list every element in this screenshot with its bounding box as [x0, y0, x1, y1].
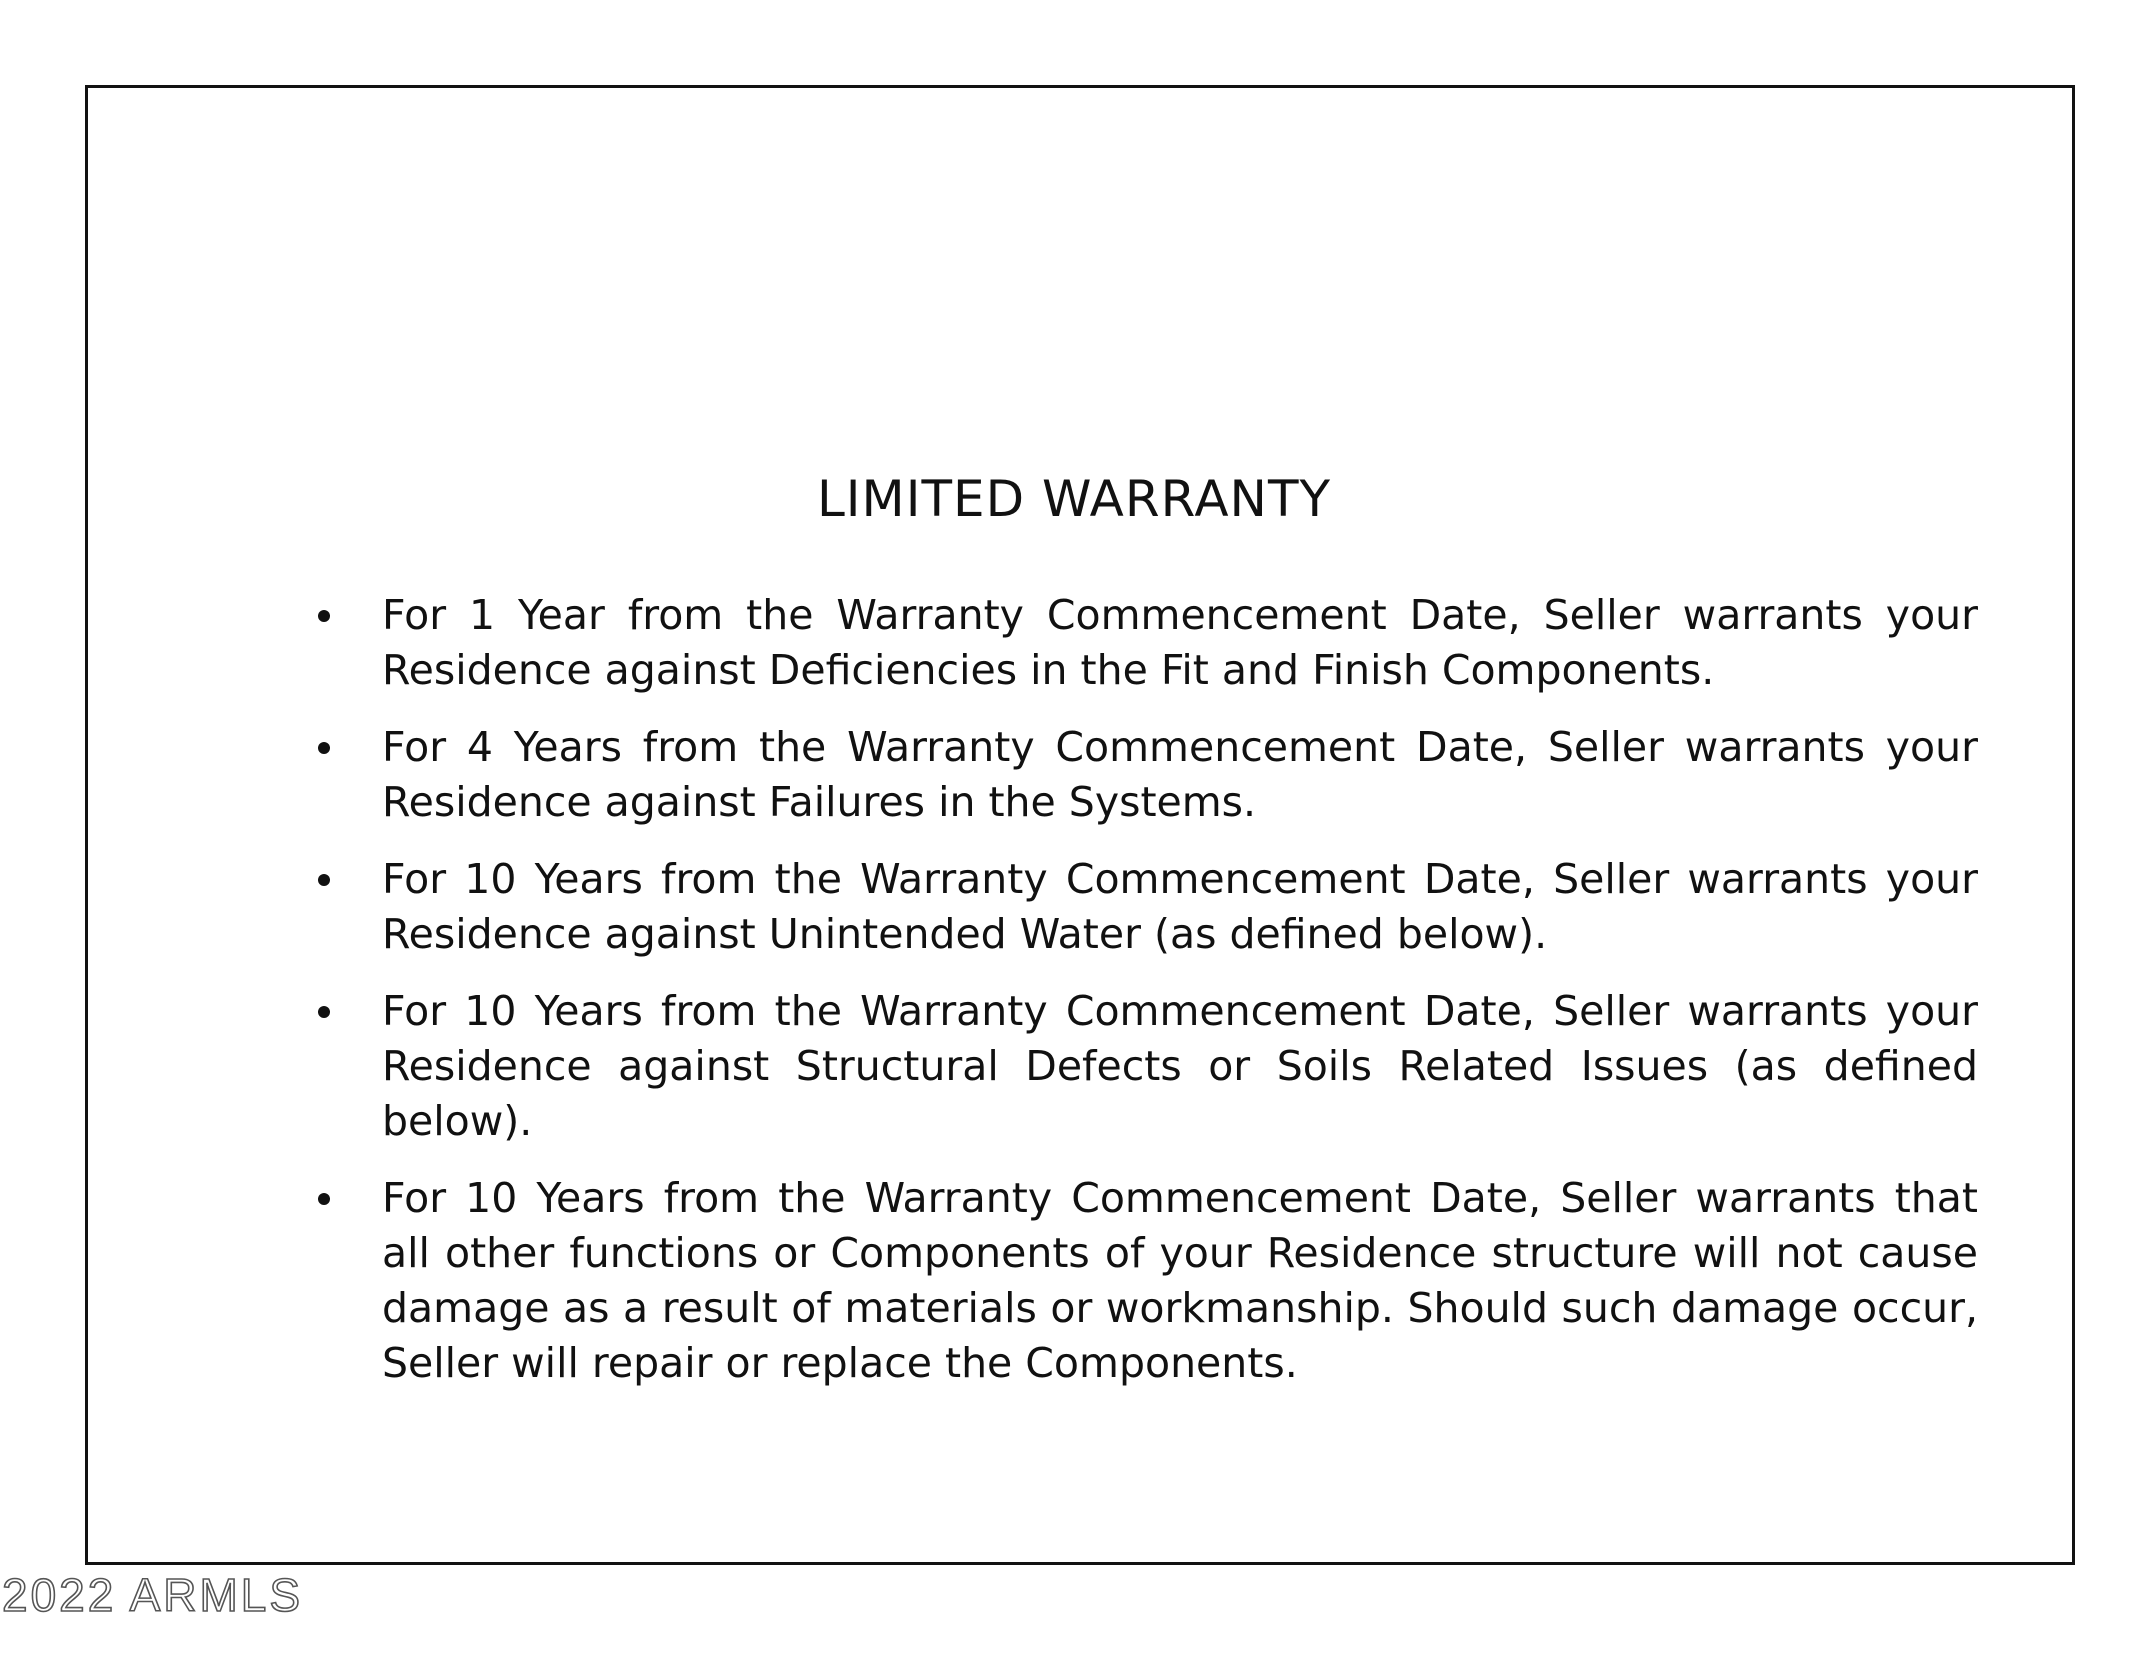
- warranty-list: [318, 588, 1978, 1413]
- list-item: [318, 1171, 1978, 1391]
- list-item-text: For 10 Years from the Warranty Commencement Date, Seller warrants your Residence against Unintended Water (as defined below).: [382, 855, 1978, 958]
- bullet-icon: [318, 610, 330, 622]
- list-item: [318, 588, 1978, 698]
- list-item: [318, 852, 1978, 962]
- list-item: [318, 984, 1978, 1149]
- list-item-text: For 4 Years from the Warranty Commencement Date, Seller warrants your Residence against Failures in the Systems.: [382, 723, 1978, 826]
- document-title: LIMITED WARRANTY: [816, 470, 1332, 528]
- list-item-text: For 10 Years from the Warranty Commencement Date, Seller warrants that all other functions or Components of your Residence structure will not cause damage as a result of materials or workmanship. Should such damage occur, Seller will repair or replace the Components.: [382, 1174, 1978, 1387]
- bullet-icon: [318, 742, 330, 754]
- bullet-icon: [318, 874, 330, 886]
- bullet-icon: [318, 1193, 330, 1205]
- watermark: 2022 ARMLS: [2, 1569, 304, 1621]
- bullet-icon: [318, 1006, 330, 1018]
- list-item-text: For 1 Year from the Warranty Commencement Date, Seller warrants your Residence against Deficiencies in the Fit and Finish Components.: [382, 591, 1978, 694]
- list-item: [318, 720, 1978, 830]
- list-item-text: For 10 Years from the Warranty Commencement Date, Seller warrants your Residence against Structural Defects or Soils Related Issues (as defined below).: [382, 987, 1978, 1145]
